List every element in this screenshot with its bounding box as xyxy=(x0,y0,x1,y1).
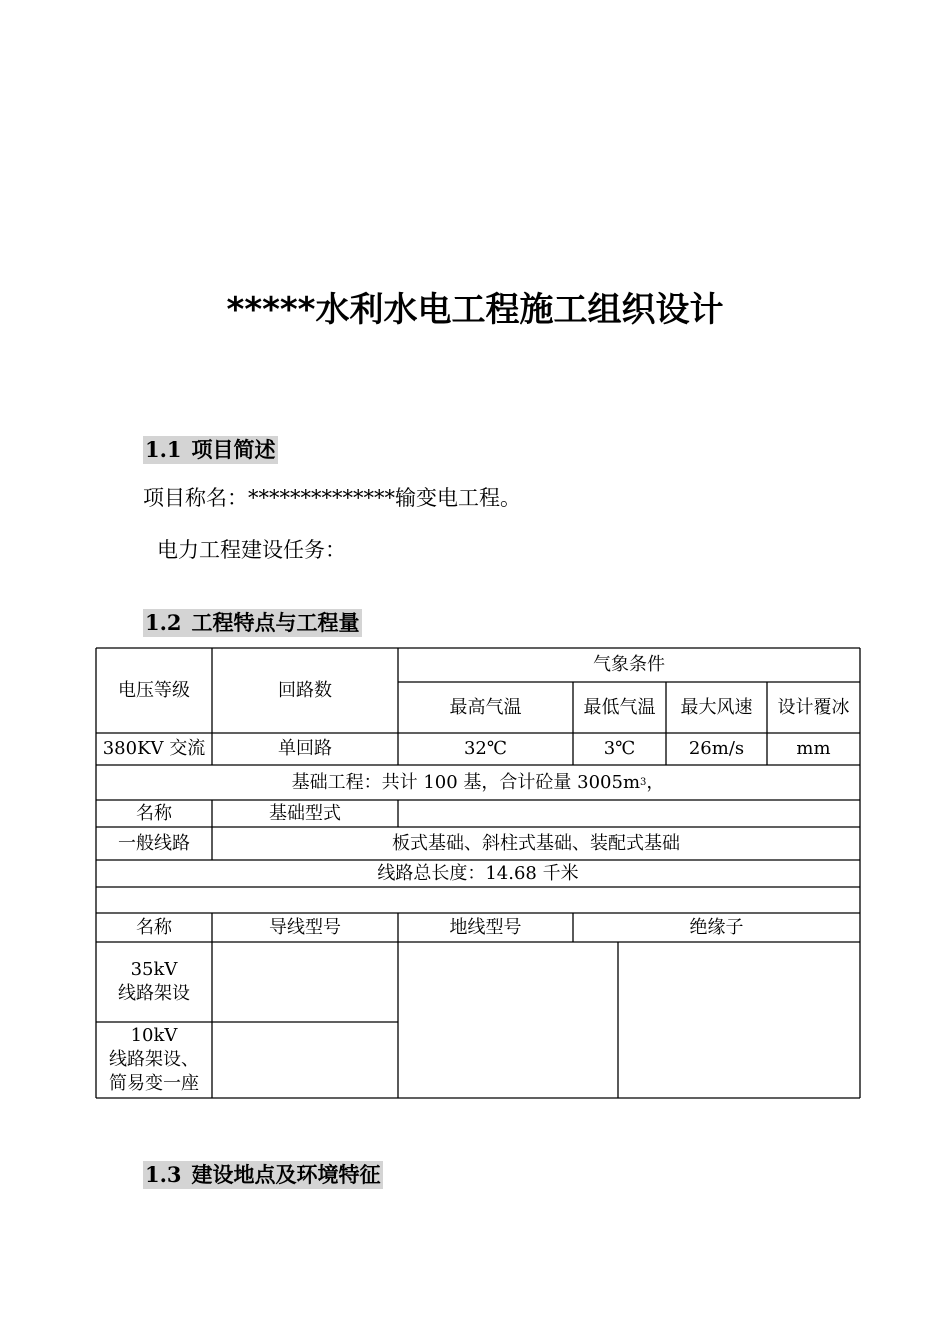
cell-min-temp: 3℃ xyxy=(603,738,636,759)
line-35kv-desc: 线路架设 xyxy=(118,983,190,1004)
foundation-summary: 基础工程：共计 100 基，合计砼量 3005m 3 ， xyxy=(291,771,665,793)
foundation-summary-tail: ， xyxy=(646,771,665,793)
header-min-temp: 最低气温 xyxy=(583,696,656,718)
line-10kv-desc-2: 简易变一座 xyxy=(109,1073,199,1094)
section-heading-1-1 xyxy=(143,436,278,464)
project-name-line: 项目称名：**************输变电工程。 xyxy=(143,486,521,510)
cell-max-temp: 32℃ xyxy=(463,738,508,759)
foundation-summary-text: 基础工程：共计 100 基，合计砼量 3005m xyxy=(291,771,641,793)
section-title: 建设地点及环境特征 xyxy=(191,1162,381,1187)
header-max-wind: 最大风速 xyxy=(680,696,753,718)
conductor-label: 导线型号 xyxy=(269,916,341,938)
cell-circuits: 单回路 xyxy=(278,738,332,759)
line-10kv-desc: 线路架设、 xyxy=(109,1049,199,1070)
header-voltage: 电压等级 xyxy=(118,679,190,701)
section-number: 1.2 xyxy=(145,610,182,635)
section-heading-1-3 xyxy=(143,1161,383,1189)
task-line: 电力工程建设任务： xyxy=(157,538,346,562)
total-length: 线路总长度：14.68 千米 xyxy=(377,862,579,884)
section-number: 1.3 xyxy=(145,1162,182,1187)
ground-wire-label: 地线型号 xyxy=(449,916,522,938)
header-max-temp: 最高气温 xyxy=(449,696,522,718)
name-label: 名称 xyxy=(136,802,172,824)
document-title: *****水利水电工程施工组织设计 xyxy=(226,290,724,330)
foundation-types: 板式基础、斜柱式基础、装配式基础 xyxy=(392,832,680,854)
line-10kv-voltage: 10kV xyxy=(130,1025,178,1046)
header-circuits: 回路数 xyxy=(278,679,332,701)
header-weather: 气象条件 xyxy=(593,654,665,675)
section-title: 工程特点与工程量 xyxy=(191,610,360,635)
cell-voltage: 380KV 交流 xyxy=(102,738,206,759)
line-10kv xyxy=(96,1022,212,1098)
insulator-label: 绝缘子 xyxy=(689,916,744,938)
header-design-ice: 设计覆冰 xyxy=(777,696,850,718)
section-heading-1-2 xyxy=(143,609,362,637)
cell-max-wind: 26m/s xyxy=(688,738,745,759)
section-title: 项目简述 xyxy=(191,437,276,462)
line-35kv-voltage: 35kV xyxy=(130,959,178,980)
name-label-2: 名称 xyxy=(136,916,172,938)
general-line-label: 一般线路 xyxy=(118,832,190,854)
cell-design-ice: mm xyxy=(796,738,831,759)
section-number: 1.1 xyxy=(145,437,182,462)
line-35kv xyxy=(96,942,212,1022)
foundation-type-label: 基础型式 xyxy=(269,802,341,824)
